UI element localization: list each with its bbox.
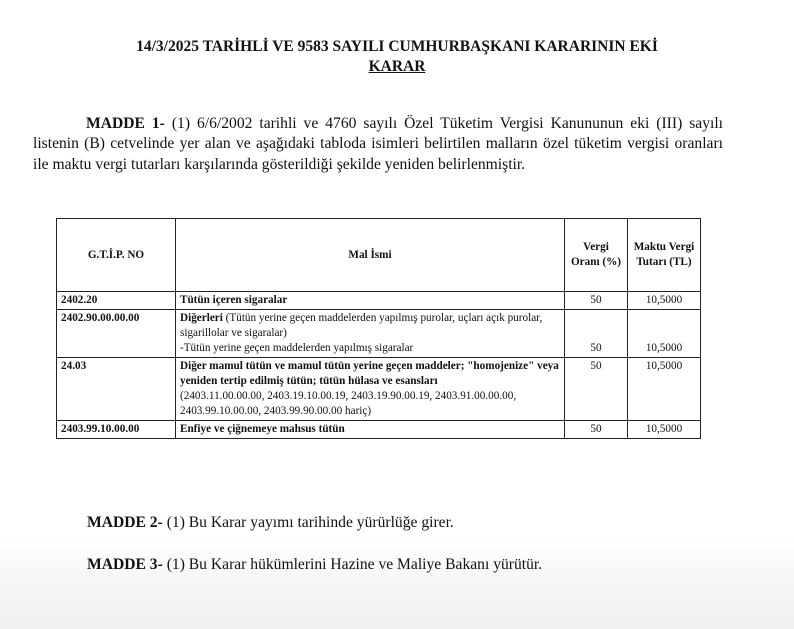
article-1-text: (1) 6/6/2002 tarihli ve 4760 sayılı Özel Tüketim Vergisi Kanununun eki (III) sayılı listenin (B) cetvelinde yer alan ve aşağıdaki tabloda isimleri belirtilen malların özel tüketim vergisi oranları ile maktu vergi tutarları karşılarında gösterildiği şekilde yeniden belirlenmiştir. <box>33 115 723 173</box>
article-1-label: MADDE 1- <box>86 115 165 132</box>
cell-mal-ismi: Tütün içeren sigaralar <box>176 292 565 310</box>
cell-vergi-orani: 50 <box>565 292 628 310</box>
header-maktu-vergi: Maktu Vergi Tutarı (TL) <box>628 219 701 292</box>
title-line-1: 14/3/2025 TARİHLİ VE 9583 SAYILI CUMHURBAŞKANI KARARININ EKİ <box>136 38 658 55</box>
table-row <box>57 292 701 310</box>
title-line-2: KARAR <box>368 58 426 75</box>
cell-gtip: 24.03 <box>57 358 176 421</box>
cell-mal-ismi: Diğer mamul tütün ve mamul tütün yerine geçen maddeler; "homojenize" veya yeniden tertip edilmiş tütün; tütün hülasa ve esansları (2403.11.00.00.00, 2403.19.10.00.19, 2403.19.90.00.19, 2403.91.00.00.00, 2403.99.10.00.00, 2403.99.90.00.00 hariç) <box>176 358 565 421</box>
article-3-text: (1) Bu Karar hükümlerini Hazine ve Maliye Bakanı yürütür. <box>166 556 543 573</box>
article-2-label: MADDE 2- <box>87 514 163 531</box>
header-mal-ismi: Mal İsmi <box>176 219 565 292</box>
cell-gtip: 2403.99.10.00.00 <box>57 421 176 439</box>
cell-gtip: 2402.20 <box>57 292 176 310</box>
cell-mal-ismi: Enfiye ve çiğnemeye mahsus tütün <box>176 421 565 439</box>
table-row <box>57 310 701 358</box>
table-header-row <box>57 219 701 292</box>
article-2-text: (1) Bu Karar yayımı tarihinde yürürlüğe girer. <box>166 514 454 531</box>
cell-maktu-vergi: 10,5000 <box>628 421 701 439</box>
article-2 <box>87 513 454 533</box>
article-3-label: MADDE 3- <box>87 556 163 573</box>
cell-mal-ismi: Diğerleri (Tütün yerine geçen maddelerden yapılmış purolar, uçları açık purolar, sigarillolar ve sigaralar) -Tütün yerine geçen maddelerden yapılmış sigaralar <box>176 310 565 358</box>
cell-vergi-orani: 50 <box>565 310 628 358</box>
cell-maktu-vergi: 10,5000 <box>628 310 701 358</box>
article-3 <box>87 555 542 575</box>
cell-vergi-orani: 50 <box>565 421 628 439</box>
article-1 <box>33 114 723 175</box>
table-row <box>57 358 701 421</box>
document-title <box>40 37 754 77</box>
cell-maktu-vergi: 10,5000 <box>628 358 701 421</box>
header-vergi-orani: Vergi Oranı (%) <box>565 219 628 292</box>
tax-rate-table <box>56 218 701 439</box>
header-gtip: G.T.İ.P. NO <box>57 219 176 292</box>
cell-vergi-orani: 50 <box>565 358 628 421</box>
cell-maktu-vergi: 10,5000 <box>628 292 701 310</box>
table-row <box>57 421 701 439</box>
cell-gtip: 2402.90.00.00.00 <box>57 310 176 358</box>
